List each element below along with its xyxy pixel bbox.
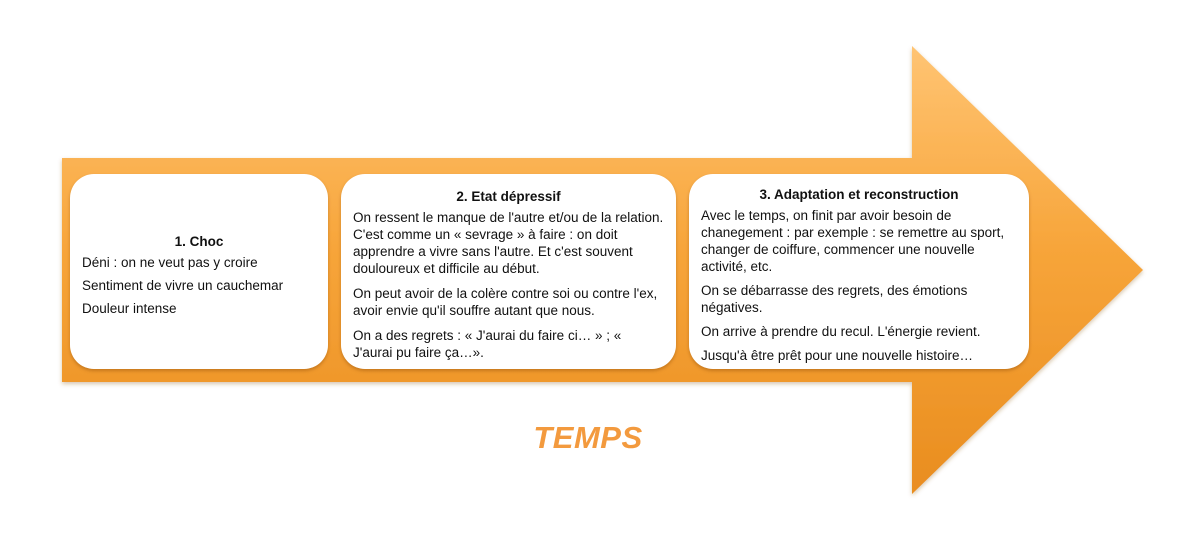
stage-text: On arrive à prendre du recul. L'énergie revient. <box>701 324 981 339</box>
stage-text: Jusqu'à être prêt pour une nouvelle histoire… <box>701 348 973 363</box>
stage-box-choc <box>70 174 328 369</box>
axis-label-temps: TEMPS <box>533 420 643 455</box>
stage-text: On se débarrasse des regrets, des émotions négatives. <box>701 283 968 315</box>
stage-box-etat-depressif <box>341 174 676 369</box>
stage-text: Déni : on ne veut pas y croire <box>82 254 258 270</box>
stage-text: Douleur intense <box>82 300 177 316</box>
stage-box-adaptation <box>689 174 1029 369</box>
stage-text: Sentiment de vivre un cauchemar <box>82 277 284 293</box>
stage-title: 1. Choc <box>174 233 224 249</box>
stage-title: 2. Etat dépressif <box>456 189 561 204</box>
stage-text: Avec le temps, on finit par avoir besoin de chanegement : par exemple : se remettre au sport, changer de coiffure, commencer une nouvelle activité, etc. <box>701 208 1005 274</box>
stage-text: On ressent le manque de l'autre et/ou de la relation. C'est comme un « sevrage » à faire : on doit apprendre a vivre sans l'autre. Et c'est souvent douloureux et difficile au début. <box>353 210 664 276</box>
stage-text: On a des regrets : « J'aurai du faire ci… » ; « J'aurai pu faire ça…». <box>353 328 622 360</box>
stage-title: 3. Adaptation et reconstruction <box>759 187 959 202</box>
stage-text: On peut avoir de la colère contre soi ou contre l'ex, avoir envie qu'il souffre autant que nous. <box>353 286 658 318</box>
